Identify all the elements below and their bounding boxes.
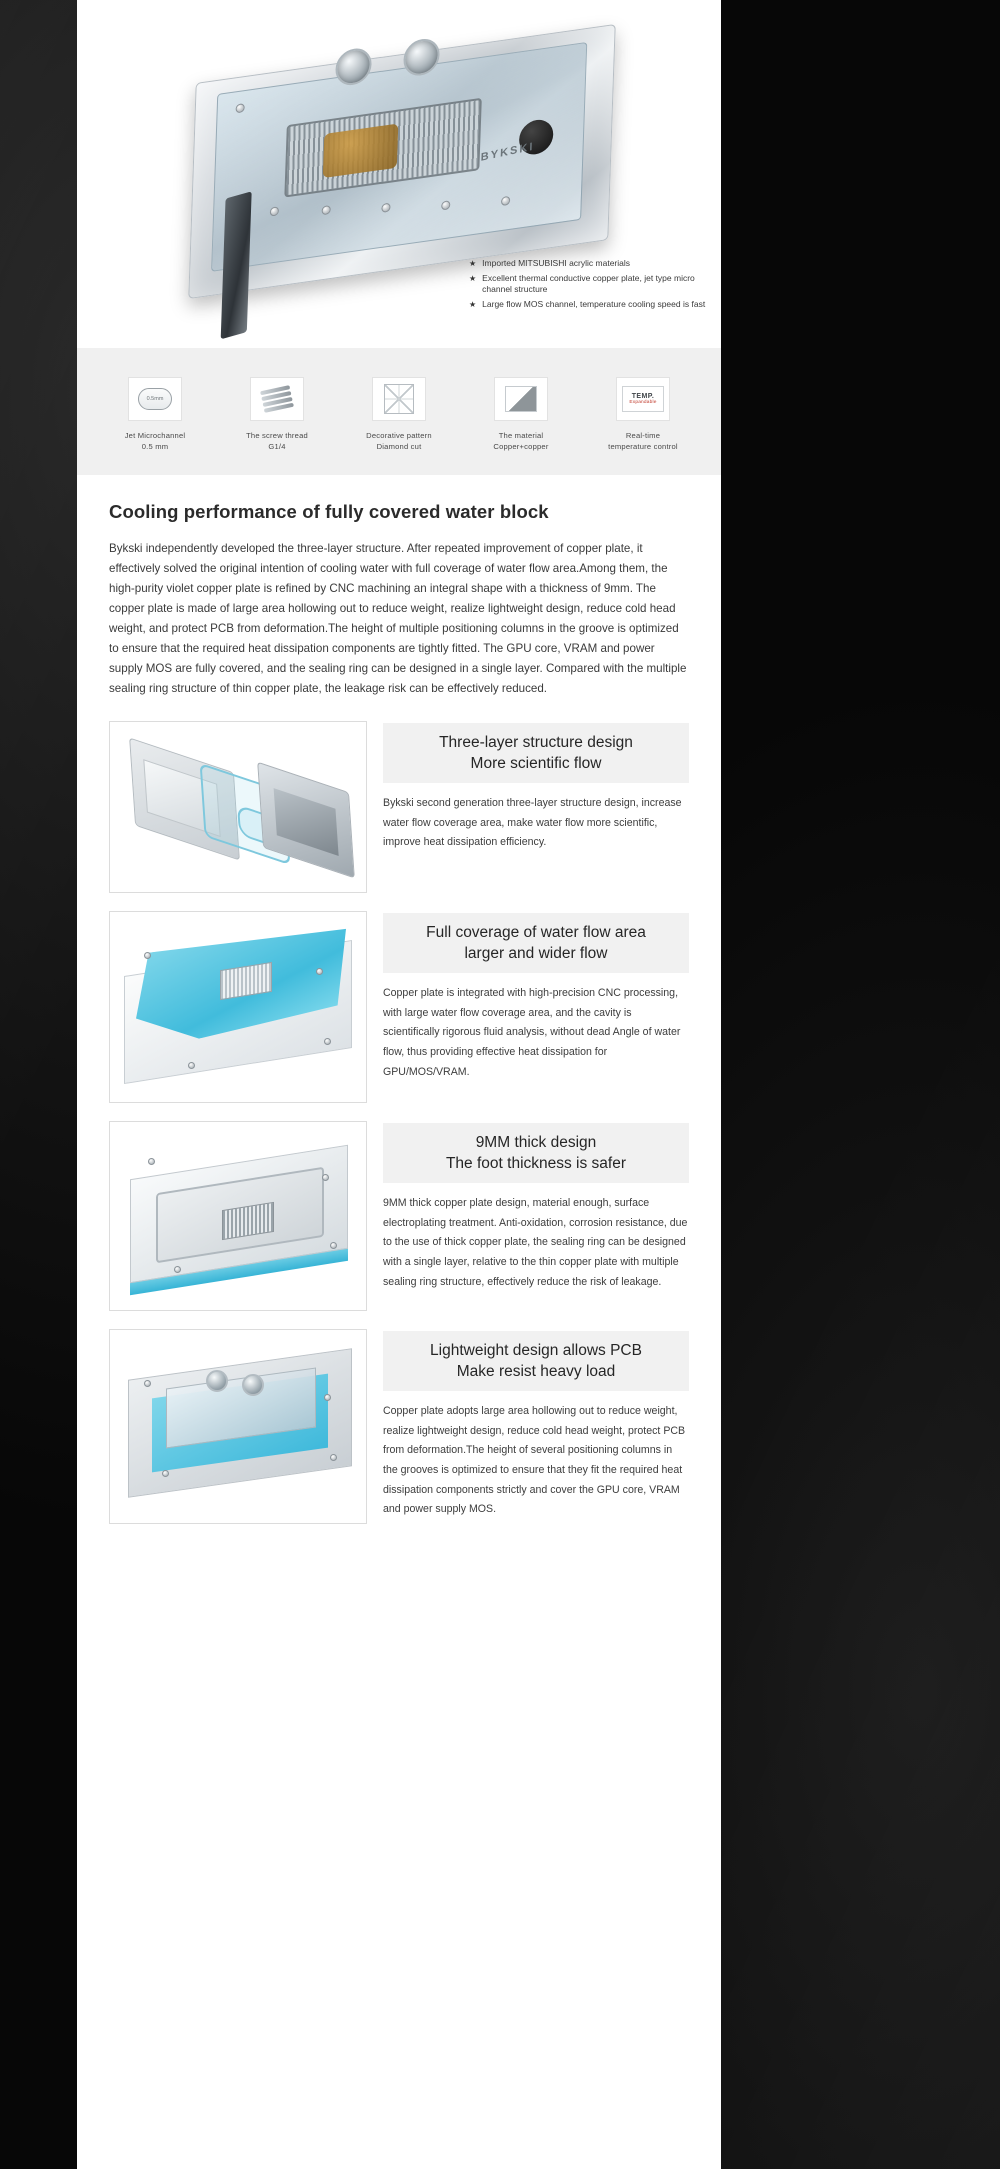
hero-bullet-text: Excellent thermal conductive copper plate, jet type micro channel structure [482,273,695,295]
card-heading [383,1331,689,1392]
screw-icon [322,205,331,215]
card-text: 9MM thick copper plate design, material enough, surface electroplating treatment. Anti-oxidation, corrosion resistance, due to the use of thick copper plate, the sealing ring can be designed with a single layer, relative to the thin copper plate with multiple sealing ring structure, effectively reduce the risk of leakage. [383,1197,688,1288]
product-page [77,0,721,2169]
jet-microchannel-icon [128,377,182,421]
feature-caption [597,430,689,452]
screw-icon [162,1470,169,1477]
card-body [383,911,689,1103]
screw-icon [235,103,244,113]
feature-card [109,1121,689,1311]
screw-icon [144,952,151,959]
feature-card [109,721,689,893]
hero-bullet-list [469,258,709,314]
hero-bullet-item [469,273,709,296]
feature-item-temperature [597,377,689,452]
hero-section [77,0,721,348]
feature-item-jet-microchannel [109,377,201,452]
section-title: Cooling performance of fully covered water block [109,501,549,522]
card-text: Copper plate is integrated with high-precision CNC processing, with large water flow coverage area, and the cavity is scientifically rigorous fluid analysis, without dead Angle of water flow, thus providing effective heat dissipation for GPU/MOS/VRAM. [383,987,681,1078]
screw-icon [324,1038,331,1045]
feature-card [109,1329,689,1524]
screw-icon [148,1158,155,1165]
diamond-cut-icon [372,377,426,421]
screw-icon [324,1394,331,1401]
card-heading-line2: The foot thickness is safer [445,1154,627,1172]
card-heading-line2: larger and wider flow [464,944,608,962]
feature-card [109,911,689,1103]
card-image-exploded-view [109,721,367,893]
section-paragraph: Bykski independently developed the three-layer structure. After repeated improvement of copper plate, it effectively solved the original intention of cooling water with full coverage of water flow area.Among them, the high-purity violet copper plate is refined by CNC machining an integral shape with a thickness of 9mm. The copper plate is made of large area hollowing out to reduce weight, realize lightweight design, reduce cold head weight, and protect PCB from deformation.The height of multiple positioning columns in the groove is optimized to ensure that the required heat dissipation components are tightly fitted. The GPU core, VRAM and power supply MOS are fully covered, and the sealing ring can be designed in a single layer. Compared with the multiple sealing ring structure of thin copper plate, the leakage risk can be effectively reduced. [109,542,687,695]
screw-thread-icon [250,377,304,421]
feature-caption [475,430,567,452]
screw-icon [316,968,323,975]
diamond-cut-glyph [384,384,414,414]
screw-thread-glyph [260,385,294,413]
screw-icon [188,1062,195,1069]
feature-caption-line2: temperature control [608,442,678,451]
feature-caption [231,430,323,452]
star-icon: ★ [469,274,477,283]
material-copper-glyph [505,386,537,412]
temperature-icon [616,377,670,421]
feature-item-material [475,377,567,452]
feature-caption-line1: Decorative pattern [366,431,432,440]
cooling-performance-section [77,475,721,699]
card-heading [383,723,689,784]
feature-caption-line2: G1/4 [268,442,286,451]
feature-caption-line1: Real-time [625,431,661,440]
feature-item-diamond-cut [353,377,445,452]
card-body [383,1329,689,1524]
star-icon: ★ [469,259,477,268]
copper-plate-layer [257,761,355,878]
screw-icon [144,1380,151,1387]
jet-microchannel-glyph [138,388,172,410]
feature-caption [109,430,201,452]
feature-card-list [77,721,721,1562]
hero-bullet-item [469,299,709,311]
temperature-glyph [622,386,664,412]
screw-icon [501,196,510,206]
water-block-product-image [117,26,647,276]
temperature-icon-subtext: Expandable [629,400,657,405]
screw-icon [441,200,450,210]
hero-bullet-item [469,258,709,270]
inlet-port-icon [206,1370,228,1392]
card-heading-line1: 9MM thick design [475,1133,597,1151]
feature-item-screw-thread [231,377,323,452]
card-heading-line1: Full coverage of water flow area [426,923,646,941]
card-image-water-flow [109,911,367,1103]
card-heading [383,1123,689,1184]
star-icon: ★ [469,299,477,309]
feature-caption-line1: The screw thread [246,431,308,440]
feature-caption-line1: The material [498,431,544,440]
feature-caption-line2: Copper+copper [493,442,549,451]
card-text: Copper plate adopts large area hollowing out to reduce weight, realize lightweight design, reduce cold head weight, protect PCB from deformation.The height of several positioning columns in the grooves is optimized to ensure that they fit the required heat dissipation components strictly and cover the GPU core, VRAM and power supply MOS. [383,1405,686,1516]
io-bracket [221,191,252,339]
feature-caption-line2: Diamond cut [376,442,422,451]
card-heading-line1: Three-layer structure design [439,733,633,751]
card-heading-line2: More scientific flow [470,754,602,772]
feature-icon-strip [77,348,721,475]
screw-icon [330,1242,337,1249]
card-heading-line2: Make resist heavy load [456,1362,616,1380]
card-heading-line1: Lightweight design allows PCB [430,1341,642,1359]
card-text: Bykski second generation three-layer structure design, increase water flow coverage area, make water flow more scientific, improve heat dissipation efficiency. [383,797,682,849]
screw-icon [330,1454,337,1461]
feature-caption [353,430,445,452]
screw-icon [174,1266,181,1273]
jet-microchannel-icon-text: 0.5mm [146,396,164,402]
hero-bullet-text: Imported MITSUBISHI acrylic materials [482,258,631,268]
feature-caption-line1: Jet Microchannel [124,431,186,440]
card-body [383,721,689,893]
brand-text: BYKSKI [480,140,536,164]
card-image-lightweight-pcb [109,1329,367,1524]
screw-icon [270,206,279,216]
card-body [383,1121,689,1311]
card-image-thick-plate [109,1121,367,1311]
temperature-icon-text: TEMP. [631,393,655,400]
screw-icon [322,1174,329,1181]
hero-bullet-text: Large flow MOS channel, temperature cooling speed is fast [482,298,706,309]
outlet-port-icon [242,1374,264,1396]
material-copper-icon [494,377,548,421]
screw-icon [381,203,390,213]
card-heading [383,913,689,974]
feature-caption-line2: 0.5 mm [141,442,169,451]
